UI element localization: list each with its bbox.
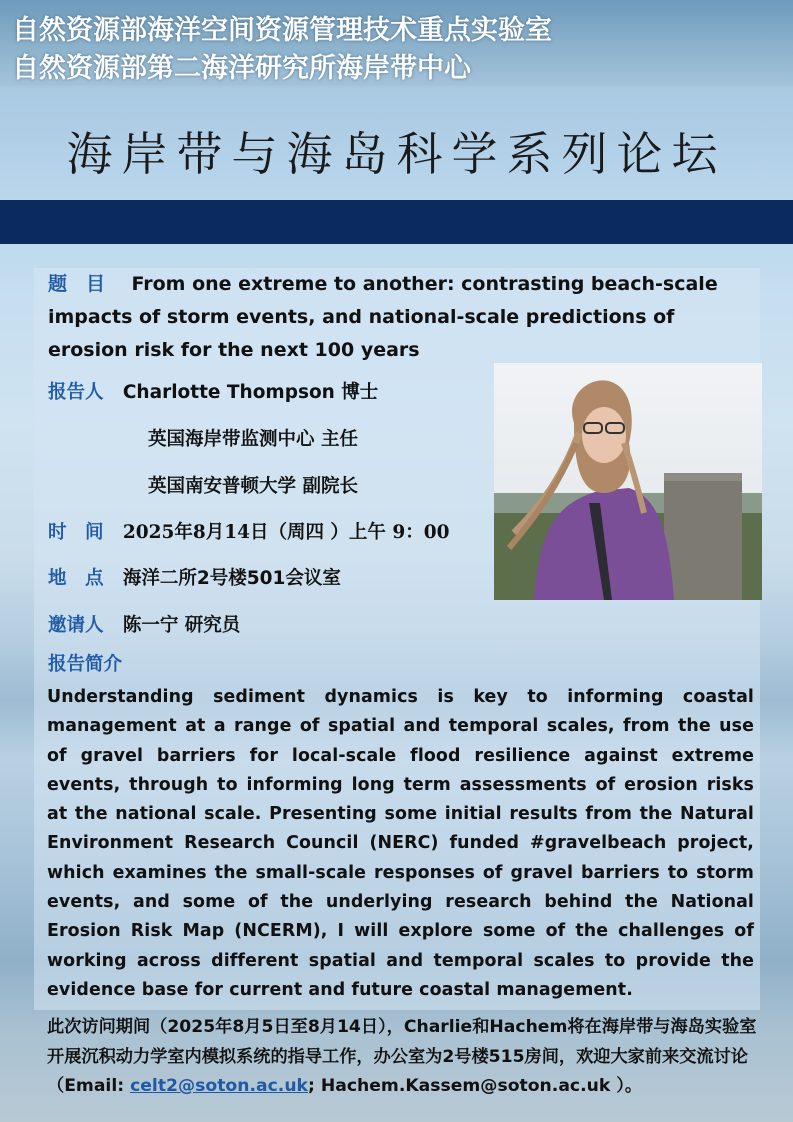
time-row: [48, 518, 449, 544]
speaker-photo: [494, 363, 762, 600]
talk-title-label: 题 目: [48, 273, 106, 295]
talk-title-block: [48, 268, 738, 367]
footer-note: [47, 1013, 757, 1102]
location-row: [48, 564, 341, 590]
speaker-label: 报告人: [48, 382, 104, 403]
speaker-affiliation-1: 英国海岸带监测中心 主任: [148, 429, 358, 450]
abstract-label: 报告简介: [48, 654, 123, 675]
inviter-label: 邀请人: [48, 615, 104, 636]
header-center-name: 自然资源部第二海洋研究所海岸带中心: [12, 53, 471, 84]
forum-title: 海岸带与海岛科学系列论坛: [66, 127, 727, 181]
inviter-value: 陈一宁 研究员: [122, 615, 241, 636]
time-value: 2025年8月14日（周四 ）上午 9：00: [122, 522, 450, 543]
speaker-name: Charlotte Thompson 博士: [122, 382, 379, 403]
inviter-row: [48, 611, 240, 637]
location-label: 地 点: [48, 568, 104, 589]
abstract-text: Understanding sediment dynamics is key to informing coastal management at a range of spatial and temporal scales, from the use of gravel barriers for local-scale flood resilience against extreme events, through to informing long term assessments of erosion risks at the national scale. Presenting some initial results from the Natural Environment Research Council (NERC) funded #gravelbeach project, which examines the small-scale responses of gravel barriers to storm events, and some of the underlying research behind the National Erosion Risk Map (NCERM), I will explore some of the challenges of working across different spatial and temporal scales to provide the evidence base for current and future coastal management.: [47, 687, 754, 1000]
header-lab-name: 自然资源部海洋空间资源管理技术重点实验室: [12, 15, 552, 46]
talk-title: From one extreme to another: contrasting beach-scale impacts of storm events, and national-scale predictions of erosion risk for the next 100 years: [48, 273, 718, 361]
location-value: 海洋二所2号楼501会议室: [122, 568, 341, 589]
footer-text-before: 此次访问期间（2025年8月5日至8月14日），Charlie和Hachem将在海岸带与海岛实验室开展沉积动力学室内模拟系统的指导工作，办公室为2号楼515房间，欢迎大家前来交流讨论（Email:: [47, 1017, 757, 1096]
time-label: 时 间: [48, 522, 104, 543]
speaker-row: [48, 378, 378, 404]
email-link[interactable]: celt2@soton.ac.uk: [130, 1076, 308, 1096]
speaker-photo-illustration: [494, 363, 762, 600]
footer-text-middle: ; Hachem.Kassem@soton.ac.uk ）。: [308, 1076, 643, 1096]
speaker-affiliation-2: 英国南安普顿大学 副院长: [148, 476, 358, 497]
title-band: [0, 200, 793, 244]
